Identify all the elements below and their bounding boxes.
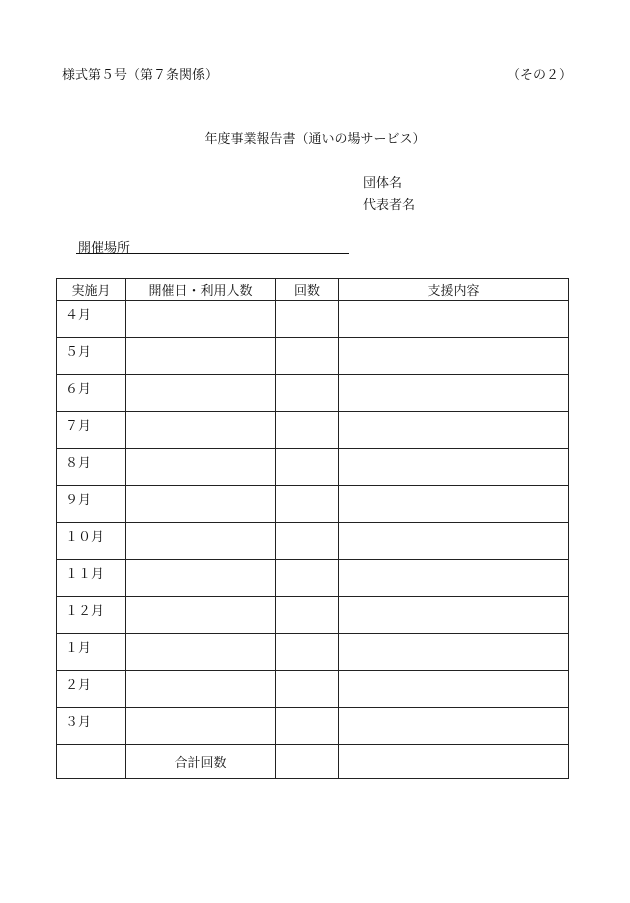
report-table [56, 278, 569, 779]
support-content-cell[interactable] [339, 560, 569, 597]
total-row [57, 745, 569, 779]
date-attendance-cell[interactable] [126, 412, 276, 449]
table-row [57, 486, 569, 523]
support-content-cell[interactable] [339, 375, 569, 412]
table-row [57, 338, 569, 375]
table-row [57, 634, 569, 671]
support-content-cell[interactable] [339, 412, 569, 449]
date-attendance-cell[interactable] [126, 375, 276, 412]
count-cell[interactable] [276, 375, 339, 412]
table-row [57, 671, 569, 708]
month-cell: １０月 [57, 523, 126, 560]
date-attendance-cell[interactable] [126, 486, 276, 523]
month-cell: ７月 [57, 412, 126, 449]
date-attendance-cell[interactable] [126, 597, 276, 634]
support-content-cell[interactable] [339, 301, 569, 338]
count-cell[interactable] [276, 671, 339, 708]
table-row [57, 597, 569, 634]
date-attendance-cell[interactable] [126, 708, 276, 745]
table-row [57, 449, 569, 486]
venue-underline [76, 253, 349, 254]
support-content-cell[interactable] [339, 449, 569, 486]
support-content-cell[interactable] [339, 634, 569, 671]
sheet-number: （その２） [507, 68, 573, 83]
month-cell: ８月 [57, 449, 126, 486]
date-attendance-cell[interactable] [126, 301, 276, 338]
count-cell[interactable] [276, 523, 339, 560]
count-cell[interactable] [276, 301, 339, 338]
count-cell[interactable] [276, 634, 339, 671]
form-number: 様式第５号（第７条関係） [62, 68, 219, 83]
month-cell: １２月 [57, 597, 126, 634]
venue-label: 開催場所 [78, 241, 131, 256]
table-row [57, 708, 569, 745]
month-cell: ９月 [57, 486, 126, 523]
column-header-date-attendance: 開催日・利用人数 [126, 279, 276, 301]
organization-name-label: 団体名 [363, 176, 403, 191]
count-cell[interactable] [276, 486, 339, 523]
table-header-row [57, 279, 569, 301]
date-attendance-cell[interactable] [126, 523, 276, 560]
document-title: 年度事業報告書（通いの場サービス） [204, 132, 426, 147]
month-cell: １月 [57, 634, 126, 671]
table-row [57, 412, 569, 449]
table-row [57, 523, 569, 560]
column-header-support-content: 支援内容 [339, 279, 569, 301]
total-support-cell[interactable] [339, 745, 569, 779]
count-cell[interactable] [276, 560, 339, 597]
month-cell: ６月 [57, 375, 126, 412]
date-attendance-cell[interactable] [126, 671, 276, 708]
date-attendance-cell[interactable] [126, 449, 276, 486]
month-cell: １１月 [57, 560, 126, 597]
support-content-cell[interactable] [339, 338, 569, 375]
table-row [57, 375, 569, 412]
count-cell[interactable] [276, 597, 339, 634]
total-count-label: 合計回数 [126, 745, 276, 779]
month-cell: ２月 [57, 671, 126, 708]
support-content-cell[interactable] [339, 523, 569, 560]
support-content-cell[interactable] [339, 486, 569, 523]
table-row [57, 301, 569, 338]
total-blank-cell [57, 745, 126, 779]
month-cell: ５月 [57, 338, 126, 375]
count-cell[interactable] [276, 338, 339, 375]
support-content-cell[interactable] [339, 597, 569, 634]
date-attendance-cell[interactable] [126, 634, 276, 671]
month-cell: ４月 [57, 301, 126, 338]
count-cell[interactable] [276, 412, 339, 449]
date-attendance-cell[interactable] [126, 560, 276, 597]
support-content-cell[interactable] [339, 708, 569, 745]
column-header-count: 回数 [276, 279, 339, 301]
support-content-cell[interactable] [339, 671, 569, 708]
total-count-cell[interactable] [276, 745, 339, 779]
representative-name-label: 代表者名 [363, 198, 416, 213]
table-row [57, 560, 569, 597]
column-header-month: 実施月 [57, 279, 126, 301]
month-cell: ３月 [57, 708, 126, 745]
date-attendance-cell[interactable] [126, 338, 276, 375]
count-cell[interactable] [276, 708, 339, 745]
count-cell[interactable] [276, 449, 339, 486]
